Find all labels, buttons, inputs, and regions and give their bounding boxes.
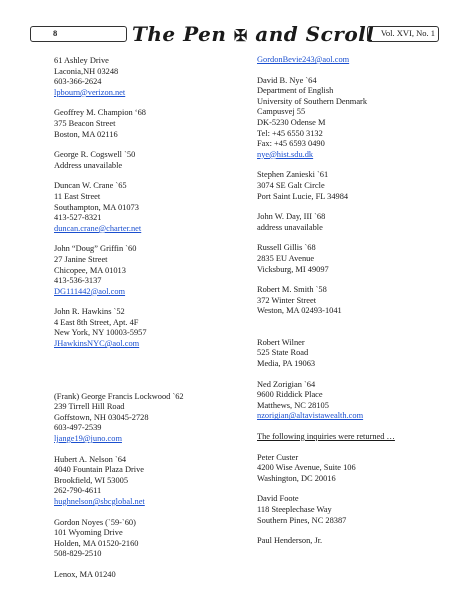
entry-name: Robert M. Smith `58	[257, 285, 327, 295]
address-entry	[54, 518, 244, 560]
address-entry	[257, 536, 452, 547]
address-entry	[257, 170, 452, 202]
email-link[interactable]: nzorigian@altavistawealth.com	[257, 411, 364, 421]
entry-line: Tel: +45 6550 3132	[257, 128, 323, 138]
entry-line: Port Saint Lucie, FL 34984	[257, 191, 349, 201]
entry-line: Southern Pines, NC 28387	[257, 515, 347, 525]
email-link[interactable]: duncan.crane@charter.net	[54, 223, 142, 233]
entry-name: Lenox, MA 01240	[54, 569, 116, 579]
entry-line: 262-790-4611	[54, 486, 102, 496]
entry-line: 413-536-3137	[54, 276, 102, 286]
entry-line: 603-366-2624	[54, 77, 102, 87]
entry-name: 61 Ashley Drive	[54, 56, 109, 65]
address-entry	[54, 244, 244, 297]
address-entry	[257, 285, 452, 317]
entry-line: 3074 SE Galt Circle	[257, 180, 325, 190]
address-entry	[257, 453, 452, 485]
volume-label: Vol. XVI, No. 1	[380, 28, 435, 38]
entry-line: Boston, MA 02116	[54, 129, 118, 139]
entry-line: Weston, MA 02493-1041	[257, 306, 342, 316]
entry-line: 508-829-2510	[54, 549, 102, 559]
page-number: 8	[53, 28, 58, 38]
entry-line: 525 State Road	[257, 348, 309, 358]
entry-name: Peter Custer	[257, 452, 299, 462]
address-entry	[257, 338, 452, 370]
address-entry	[54, 56, 244, 98]
entry-name: (Frank) George Francis Lockwood `62	[54, 391, 184, 401]
entry-line: 2835 EU Avenue	[257, 253, 315, 263]
masthead-right: and Scroll	[255, 22, 375, 46]
entry-name: John “Doug” Griffin `60	[54, 244, 137, 254]
entry-line: DK-5230 Odense M	[257, 117, 326, 127]
address-entry	[257, 76, 452, 161]
volume-box	[367, 26, 439, 42]
entry-line: 4200 Wise Avenue, Suite 106	[257, 463, 356, 473]
masthead-left: The Pen	[132, 22, 227, 46]
address-entry	[54, 392, 244, 445]
email-link[interactable]: hughnelson@sbcglobal.net	[54, 497, 145, 506]
email-link[interactable]: JHawkinsNYC@aol.com	[54, 339, 140, 349]
email-link[interactable]: GordonBevie243@aol.com	[257, 55, 350, 64]
entry-name: Robert Wilner	[257, 337, 305, 347]
entry-line: Washington, DC 20016	[257, 473, 336, 483]
entry-line: Southampton, MA 01073	[54, 202, 139, 212]
address-entry	[257, 432, 452, 443]
entry-line: 9600 Riddick Place	[257, 390, 323, 400]
email-link[interactable]: lpbourn@verizon.net	[54, 87, 126, 97]
entry-line: 4040 Fountain Plaza Drive	[54, 465, 145, 475]
entry-name: David B. Nye `64	[257, 75, 317, 85]
entry-line: Address unavailable	[54, 160, 123, 170]
entry-line: 118 Steeplechase Way	[257, 505, 332, 514]
entry-line: address unavailable	[257, 222, 323, 232]
address-entry	[257, 494, 452, 526]
entry-line: Holden, MA 01520-2160	[54, 538, 139, 548]
entry-name: Stephen Zanieski `61	[257, 170, 329, 180]
entry-name: Ned Zorigian `64	[257, 379, 316, 389]
entry-line: 27 Janine Street	[54, 254, 108, 264]
entry-line: Laconia,NH 03248	[54, 66, 119, 76]
entry-line: Matthews, NC 28105	[257, 400, 329, 410]
page-number-box	[30, 26, 127, 42]
entry-line: 101 Wyoming Drive	[54, 528, 123, 538]
crest-icon: ✠	[233, 26, 248, 45]
address-entry	[54, 181, 244, 234]
entry-name: John R. Hawkins `52	[54, 307, 125, 317]
address-entry	[54, 108, 244, 140]
entry-line: 413-527-8321	[54, 213, 102, 223]
email-link[interactable]: nye@hist.sdu.dk	[257, 149, 314, 159]
entry-name: David Foote	[257, 494, 299, 504]
entry-name: Geoffrey M. Champion ‘68	[54, 108, 146, 118]
address-entry	[54, 570, 244, 581]
address-entry	[54, 455, 244, 508]
entry-line: Department of English	[257, 86, 334, 96]
entry-line: University of Southern Denmark	[257, 96, 368, 106]
masthead-title	[132, 22, 375, 48]
address-entry	[54, 307, 244, 349]
entry-name: Russell Gillis `68	[257, 243, 316, 253]
entry-name: Hubert A. Nelson `64	[54, 454, 127, 464]
address-entry	[257, 243, 452, 275]
entry-line: 603-497-2539	[54, 423, 102, 433]
entry-line: 239 Tirrell Hill Road	[54, 402, 125, 412]
right-column	[257, 55, 452, 547]
entry-name: Paul Henderson, Jr.	[257, 536, 323, 546]
entry-name: Duncan W. Crane `65	[54, 181, 127, 191]
entry-line: New York, NY 10003-5957	[54, 328, 147, 338]
entry-name: Gordon Noyes (`59-`60)	[54, 517, 136, 527]
entry-name: John W. Day, III `68	[257, 212, 326, 222]
address-entry	[257, 55, 452, 66]
entry-line: 372 Winter Street	[257, 295, 317, 305]
entry-line: Campusvej 55	[257, 107, 306, 117]
page-header	[30, 22, 439, 48]
address-entry	[54, 150, 244, 171]
address-entry	[257, 212, 452, 233]
entry-line: Brookfield, WI 53005	[54, 475, 129, 485]
entry-line: Media, PA 19063	[257, 359, 316, 369]
email-link[interactable]: ljange19@juno.com	[54, 434, 122, 444]
entry-name: George R. Cogswell `50	[54, 150, 136, 160]
entry-line: 375 Beacon Street	[54, 118, 116, 128]
entry-line: Chicopee, MA 01013	[54, 265, 126, 275]
address-entry	[257, 380, 452, 422]
entry-line: Goffstown, NH 03045-2728	[54, 412, 149, 422]
entry-line: 4 East 8th Street, Apt. 4F	[54, 317, 139, 327]
email-link[interactable]: DG111442@aol.com	[54, 286, 126, 296]
entry-line: Vicksburg, MI 49097	[257, 264, 329, 274]
entry-line: 11 East Street	[54, 191, 101, 201]
section-heading: The following inquiries were returned …	[257, 432, 395, 442]
left-column	[54, 56, 244, 581]
entry-line: Fax: +45 6593 0490	[257, 139, 325, 149]
